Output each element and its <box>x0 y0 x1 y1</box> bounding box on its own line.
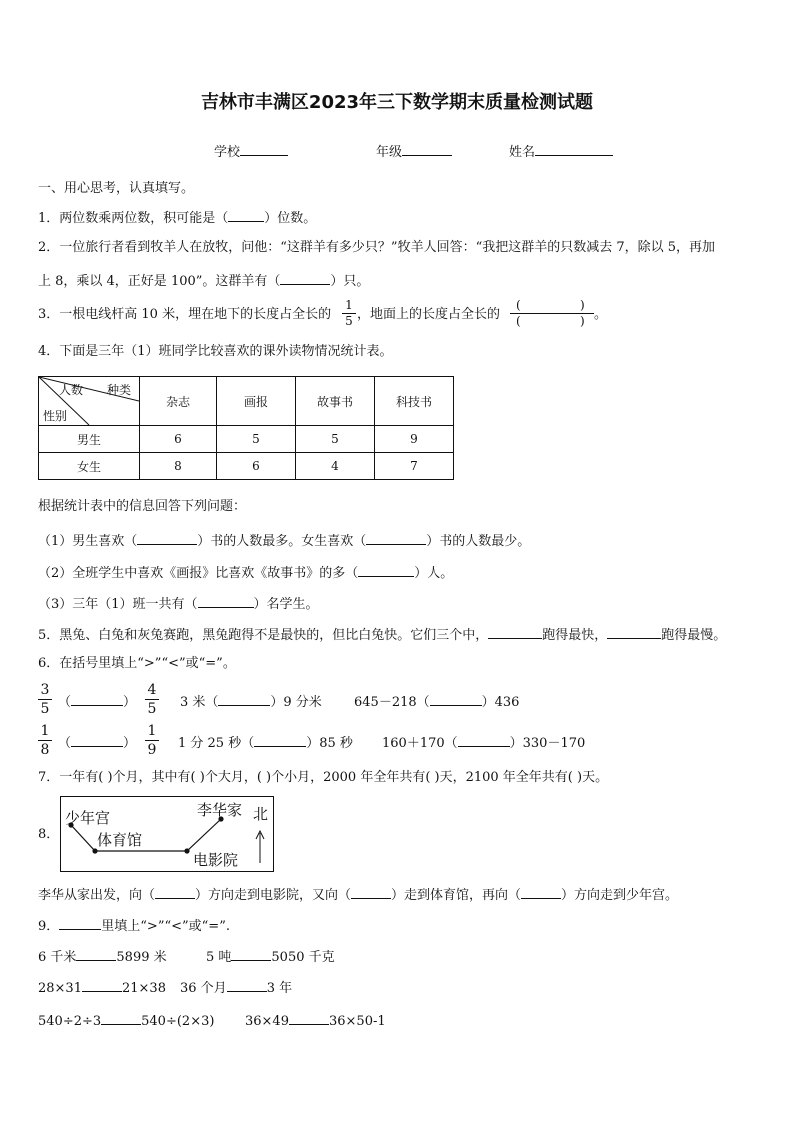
q6r2-f2-denominator: 9 <box>147 742 157 758</box>
corner-label-type: 种类 <box>107 383 132 397</box>
q4s2-blank[interactable] <box>358 563 414 577</box>
q9r3-blank-1[interactable] <box>101 1011 141 1025</box>
section-heading: 一、用心思考，认真填写。 <box>38 181 195 196</box>
table-cell: 8 <box>140 453 217 480</box>
q6r1-blank-1[interactable] <box>71 692 123 706</box>
table-cell: 9 <box>375 426 454 453</box>
question-4-intro: 4．下面是三年（1）班同学比较喜欢的课外读物情况统计表。 <box>38 344 393 359</box>
q3-answer-num-open: ( <box>516 298 521 312</box>
q9r2-right: 21×38 <box>121 981 166 996</box>
q9r3-left-2: 36×49 <box>245 1014 289 1029</box>
q6r2-close: ） <box>123 736 137 751</box>
q4s2-text-a: （2）全班学生中喜欢《画报》比喜欢《故事书》的多（ <box>38 566 359 581</box>
q9r2-left: 28×31 <box>38 981 82 996</box>
q6r1-e-text-b: ）436 <box>481 695 520 710</box>
q9r1-left: 6 千米 <box>38 950 77 965</box>
north-arrow-label: 北 <box>253 805 269 823</box>
q2-text-b: ）只。 <box>330 274 370 289</box>
q6r2-fraction-2 <box>145 722 159 759</box>
q1-text-a: 1．两位数乘两位数，积可能是（ <box>38 211 229 226</box>
q4s3-text-b: ）名学生。 <box>253 597 319 612</box>
table-row <box>39 453 454 480</box>
q9-row-1 <box>38 947 167 966</box>
table-cell: 7 <box>375 453 454 480</box>
q6r2-m-text-b: ）85 秒 <box>306 736 353 751</box>
q6r2-f1-numerator: 1 <box>38 722 52 741</box>
q4s3-blank[interactable] <box>198 594 254 608</box>
q6r2-blank-2[interactable] <box>254 733 306 747</box>
q6r2-blank-1[interactable] <box>71 733 123 747</box>
question-9-intro <box>38 916 230 935</box>
grade-blank[interactable] <box>402 142 452 156</box>
question-4-sub-1 <box>38 531 530 550</box>
q4s1-text-a: （1）男生喜欢（ <box>38 534 138 549</box>
q5-text-a: 5．黑兔、白兔和灰兔赛跑，黑兔跑得不是最快的，但比白兔快。它们三个中， <box>38 628 489 643</box>
q4s1-blank-1[interactable] <box>137 531 197 545</box>
q5-blank-2[interactable] <box>607 625 661 639</box>
q9-row-3 <box>38 1011 214 1030</box>
q9-intro-text: 里填上“>”“<”或“=”. <box>101 919 230 934</box>
q6r1-f1-numerator: 3 <box>38 681 52 700</box>
corner-label-gender: 性别 <box>43 409 68 423</box>
q6r1-blank-3[interactable] <box>430 692 482 706</box>
question-4-sub-2 <box>38 563 453 582</box>
q6r2-fraction-1 <box>38 722 52 759</box>
q6r2-f1-denominator: 8 <box>40 742 50 758</box>
q4s2-text-b: ）人。 <box>414 566 454 581</box>
question-6-intro: 6．在括号里填上“>”“<”或“=”。 <box>38 656 236 671</box>
q6r1-m-text-b: ）9 分米 <box>270 695 322 710</box>
table-header-cell: 画报 <box>217 377 296 426</box>
q2-blank[interactable] <box>280 271 330 285</box>
q3-answer-fraction[interactable] <box>510 298 594 329</box>
school-blank[interactable] <box>240 142 288 156</box>
question-8-number: 8． <box>38 827 60 842</box>
q9r1-right-2: 5050 千克 <box>271 950 335 965</box>
q9r1-right: 5899 米 <box>116 950 167 965</box>
q9r2-right-2: 3 年 <box>266 981 293 996</box>
q6r1-close: ） <box>123 695 137 710</box>
table-cell: 5 <box>217 426 296 453</box>
table-row <box>39 426 454 453</box>
grade-field <box>376 142 452 161</box>
question-7: 7．一年有( )个月，其中有( )个大月，( )个小月，2000 年全年共有( )天，2100 年全年共有( )天。 <box>38 770 609 785</box>
q1-text-b: ）位数。 <box>264 211 317 226</box>
question-3-end: 。 <box>594 307 608 322</box>
q9-row-3b <box>245 1011 386 1030</box>
q9r1-left-2: 5 吨 <box>206 950 232 965</box>
question-1 <box>38 208 316 227</box>
school-label: 学校 <box>214 145 241 160</box>
q6r1-f2-numerator: 4 <box>145 681 159 700</box>
q6r2-e-text-a: 160＋170（ <box>382 736 458 751</box>
q9-row-2 <box>38 978 166 997</box>
q6r2-blank-3[interactable] <box>458 733 510 747</box>
q5-text-b: 跑得最快， <box>542 628 608 643</box>
grade-label: 年级 <box>376 145 403 160</box>
q6r2-e-text-b: ）330－170 <box>509 736 586 751</box>
q3-fraction-numerator: 1 <box>342 298 356 314</box>
q9r1-blank-1[interactable] <box>76 947 116 961</box>
q4s1-text-b: ）书的人数最多。女生喜欢（ <box>197 534 367 549</box>
corner-label-count: 人数 <box>59 383 84 397</box>
q6r1-compare-1 <box>58 692 136 711</box>
map-label-palace: 少年宫 <box>65 809 111 827</box>
table-cell: 5 <box>296 426 375 453</box>
q5-blank-1[interactable] <box>488 625 542 639</box>
q8-blank-3[interactable] <box>521 885 561 899</box>
q2-text-a: 上 8，乘以 4，正好是 100”。这群羊有（ <box>38 274 281 289</box>
table-cell: 4 <box>296 453 375 480</box>
q3-fraction <box>342 298 356 329</box>
q3-answer-num-close: ) <box>580 298 585 312</box>
q8-blank-1[interactable] <box>155 885 195 899</box>
question-3-text-a: 3．一根电线杆高 10 米，埋在地下的长度占全长的 <box>38 307 332 322</box>
school-field <box>214 142 288 161</box>
name-label: 姓名 <box>509 145 536 160</box>
q8-text-d: ）方向走到少年宫。 <box>561 888 679 903</box>
question-4-prompt: 根据统计表中的信息回答下列问题： <box>38 499 247 514</box>
question-3-text-b: ，地面上的长度占全长的 <box>357 307 501 322</box>
q9r2-blank-1[interactable] <box>82 978 122 992</box>
q6r1-e-text-a: 645－218（ <box>354 695 430 710</box>
table-header-row <box>39 377 454 426</box>
q9r2-left-2: 36 个月 <box>180 981 227 996</box>
q6r2-f2-numerator: 1 <box>145 722 159 741</box>
q9r1-blank-2[interactable] <box>231 947 271 961</box>
q1-blank[interactable] <box>228 208 264 222</box>
q3-fraction-denominator: 5 <box>345 314 353 328</box>
direction-map <box>60 796 274 872</box>
reading-stats-table <box>38 376 454 480</box>
q4s1-blank-2[interactable] <box>366 531 426 545</box>
q6r2-compare-1 <box>58 733 136 752</box>
question-4-sub-3 <box>38 594 319 613</box>
map-label-gym: 体育馆 <box>97 831 143 849</box>
q8-text-c: ）走到体育馆，再向（ <box>391 888 522 903</box>
q6r2-m-text-a: 1 分 25 秒（ <box>178 736 255 751</box>
map-label-cinema: 电影院 <box>193 851 239 869</box>
q6r1-f2-denominator: 5 <box>147 701 157 717</box>
q6r1-compare-2 <box>180 692 322 711</box>
q9r3-right-2: 36×50-1 <box>328 1014 386 1029</box>
q9-row-1b <box>206 947 335 966</box>
map-label-home: 李华家 <box>197 801 243 819</box>
q8-text-a: 李华从家出发，向（ <box>38 888 156 903</box>
q3-answer-den-open: ( <box>516 314 521 328</box>
q9r2-blank-2[interactable] <box>227 978 267 992</box>
q9r3-left: 540÷2÷3 <box>38 1014 102 1029</box>
q6r1-blank-2[interactable] <box>218 692 270 706</box>
q9r3-right: 540÷(2×3) <box>141 1014 215 1029</box>
table-header-cell: 科技书 <box>375 377 454 426</box>
table-header-cell: 杂志 <box>140 377 217 426</box>
name-blank[interactable] <box>535 142 613 156</box>
table-row-label: 女生 <box>39 453 140 480</box>
q9-number: 9． <box>38 919 60 934</box>
q6r1-fraction-2 <box>145 681 159 718</box>
q9-intro-blank <box>59 916 101 930</box>
table-cell: 6 <box>217 453 296 480</box>
q5-text-c: 跑得最慢。 <box>661 628 727 643</box>
q6r2-compare-2 <box>178 733 353 752</box>
q3-answer-den-close: ) <box>580 314 585 328</box>
q8-blank-2[interactable] <box>351 885 391 899</box>
table-row-label: 男生 <box>39 426 140 453</box>
q6r1-open: （ <box>58 695 72 710</box>
table-cell: 6 <box>140 426 217 453</box>
table-corner-cell <box>39 377 140 426</box>
q8-text-b: ）方向走到电影院，又向（ <box>195 888 352 903</box>
q6r1-f1-denominator: 5 <box>40 701 50 717</box>
q6r1-m-text-a: 3 米（ <box>180 695 219 710</box>
question-2-line-2 <box>38 271 369 290</box>
q6r2-open: （ <box>58 736 72 751</box>
q4s1-text-c: ）书的人数最少。 <box>426 534 531 549</box>
q4s3-text-a: （3）三年（1）班一共有（ <box>38 597 198 612</box>
q6r2-compare-3 <box>382 733 585 752</box>
q9-row-2b <box>180 978 292 997</box>
question-2-line-1: 2．一位旅行者看到牧羊人在放牧，问他：“这群羊有多少只？”牧羊人回答：“我把这群羊的只数减去 7，除以 5，再加 <box>38 240 716 255</box>
question-8-text <box>38 885 678 904</box>
page-title: 吉林市丰满区2023年三下数学期末质量检测试题 <box>200 92 594 113</box>
question-5 <box>38 625 726 644</box>
q6r1-compare-3 <box>354 692 519 711</box>
q9r3-blank-2[interactable] <box>289 1011 329 1025</box>
name-field <box>509 142 613 161</box>
table-header-cell: 故事书 <box>296 377 375 426</box>
q6r1-fraction-1 <box>38 681 52 718</box>
